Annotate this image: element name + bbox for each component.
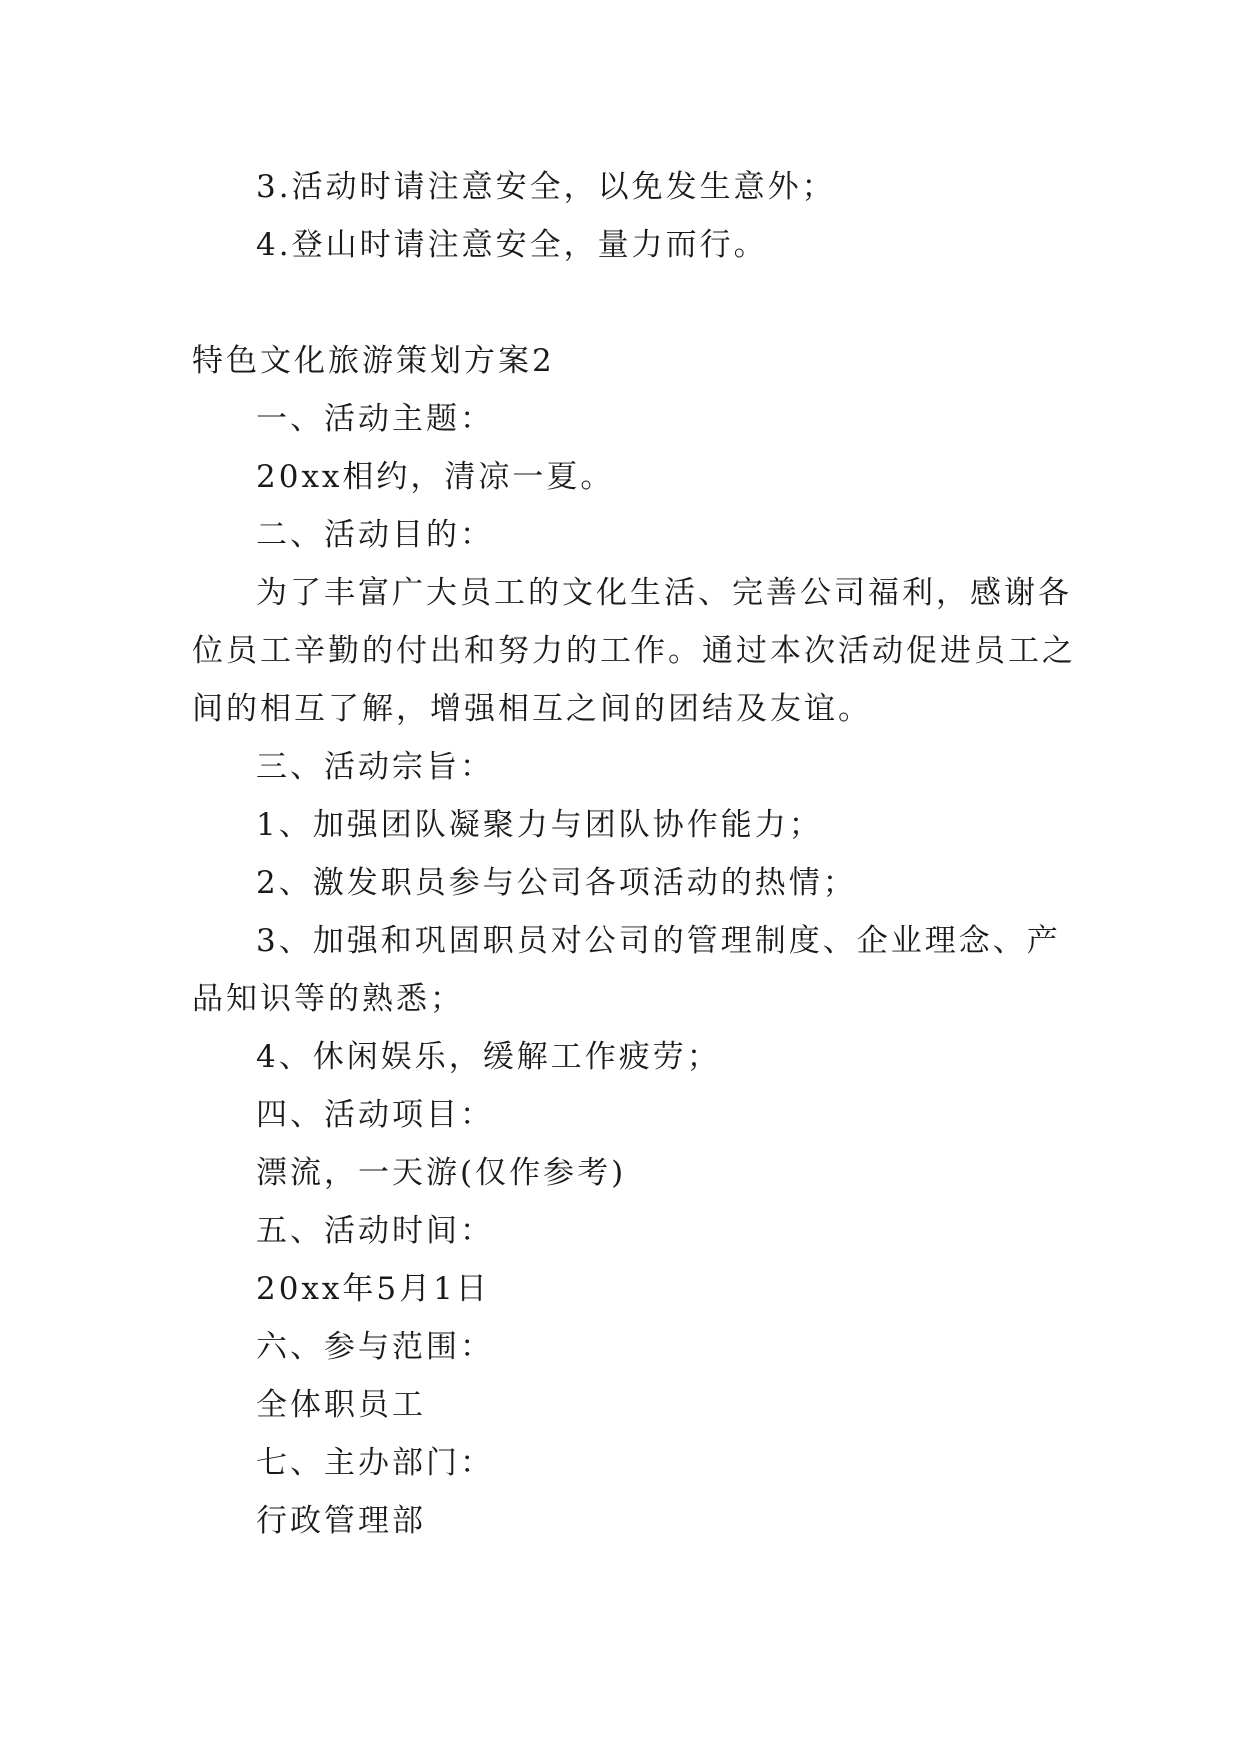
organizer-text: 行政管理部 bbox=[256, 1503, 426, 1539]
project-heading: 四、活动项目： bbox=[256, 1097, 494, 1133]
safety-item-3: 3.活动时请注意安全，以免发生意外； bbox=[256, 169, 836, 205]
document-title: 特色文化旅游策划方案2 bbox=[192, 343, 555, 379]
aim-item-1: 1、加强团队凝聚力与团队协作能力； bbox=[256, 807, 823, 843]
aim-item-3: 3、加强和巩固职员对公司的管理制度、企业理念、产 bbox=[256, 923, 1061, 959]
purpose-heading: 二、活动目的： bbox=[256, 517, 494, 553]
safety-item-4: 4.登山时请注意安全，量力而行。 bbox=[256, 227, 768, 263]
scope-text: 全体职员工 bbox=[256, 1387, 426, 1423]
theme-heading: 一、活动主题： bbox=[256, 401, 494, 437]
aim-heading: 三、活动宗旨： bbox=[256, 749, 494, 785]
purpose-paragraph-line: 间的相互了解，增强相互之间的团结及友谊。 bbox=[192, 691, 872, 727]
time-text: 20xx年5月1日 bbox=[256, 1271, 490, 1307]
aim-item-4: 4、休闲娱乐，缓解工作疲劳； bbox=[256, 1039, 721, 1075]
time-heading: 五、活动时间： bbox=[256, 1213, 494, 1249]
project-text: 漂流，一天游(仅作参考) bbox=[256, 1155, 627, 1191]
aim-item-3-continuation: 品知识等的熟悉； bbox=[192, 981, 464, 1017]
organizer-heading: 七、主办部门： bbox=[256, 1445, 494, 1481]
purpose-paragraph-line: 为了丰富广大员工的文化生活、完善公司福利，感谢各 bbox=[256, 575, 1072, 611]
purpose-paragraph-line: 位员工辛勤的付出和努力的工作。通过本次活动促进员工之 bbox=[192, 633, 1076, 669]
aim-item-2: 2、激发职员参与公司各项活动的热情； bbox=[256, 865, 857, 901]
document-body bbox=[192, 158, 1076, 1550]
theme-text: 20xx相约，清凉一夏。 bbox=[256, 459, 615, 495]
scope-heading: 六、参与范围： bbox=[256, 1329, 494, 1365]
